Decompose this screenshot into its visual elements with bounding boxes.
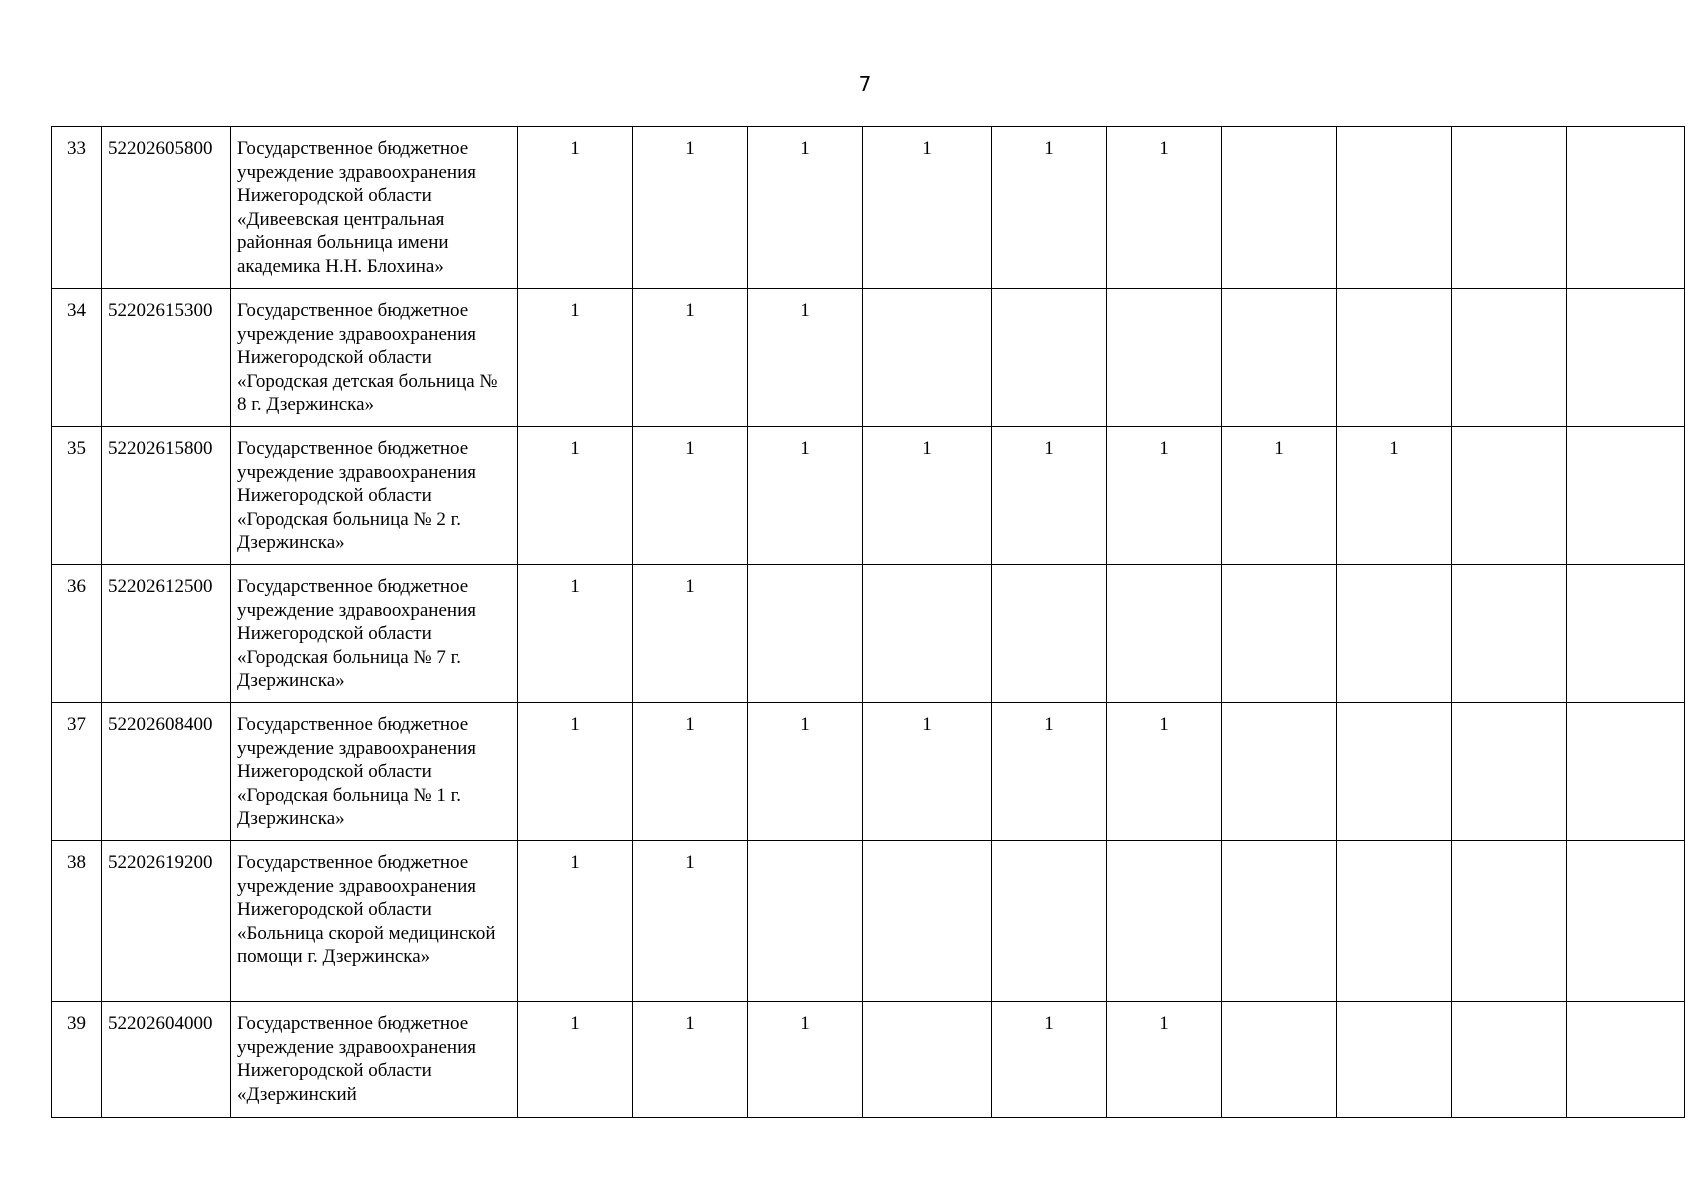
table-row <box>52 289 1685 427</box>
value-cell <box>1107 565 1222 703</box>
value-cell <box>863 1002 992 1118</box>
value-cell: 1 <box>863 703 992 841</box>
table-row <box>52 703 1685 841</box>
value-cell: 1 <box>633 127 748 289</box>
value-cell: 1 <box>1107 427 1222 565</box>
value-cell <box>1222 1002 1337 1118</box>
institution-name-cell: Государственное бюджетное учреждение здравоохранения Нижегородской области «Больница скорой медицинской помощи г. Дзержинска» <box>231 841 518 1002</box>
value-cell: 1 <box>1222 427 1337 565</box>
value-cell <box>863 289 992 427</box>
row-number-cell: 37 <box>52 703 102 841</box>
value-cell <box>1222 289 1337 427</box>
value-cell <box>1452 841 1567 1002</box>
institution-name-cell: Государственное бюджетное учреждение здравоохранения Нижегородской области «Городская больница № 2 г. Дзержинска» <box>231 427 518 565</box>
value-cell <box>1452 1002 1567 1118</box>
value-cell: 1 <box>518 127 633 289</box>
value-cell: 1 <box>518 703 633 841</box>
value-cell <box>1567 127 1685 289</box>
value-cell: 1 <box>518 289 633 427</box>
table-body <box>52 127 1685 1118</box>
value-cell <box>1222 703 1337 841</box>
value-cell <box>992 565 1107 703</box>
value-cell <box>863 565 992 703</box>
value-cell: 1 <box>992 127 1107 289</box>
row-number-cell: 34 <box>52 289 102 427</box>
page-number: 7 <box>858 72 872 96</box>
facility-table <box>51 126 1685 1118</box>
value-cell: 1 <box>748 289 863 427</box>
value-cell <box>1107 841 1222 1002</box>
institution-name-cell: Государственное бюджетное учреждение здравоохранения Нижегородской области «Городская больница № 7 г. Дзержинска» <box>231 565 518 703</box>
value-cell: 1 <box>518 565 633 703</box>
institution-code-cell: 52202615300 <box>102 289 231 427</box>
value-cell <box>1452 565 1567 703</box>
value-cell <box>1452 427 1567 565</box>
value-cell <box>748 565 863 703</box>
value-cell <box>1452 289 1567 427</box>
value-cell <box>1222 565 1337 703</box>
value-cell: 1 <box>633 841 748 1002</box>
value-cell <box>1337 703 1452 841</box>
institution-name-cell: Государственное бюджетное учреждение здравоохранения Нижегородской области «Городская детская больница № 8 г. Дзержинска» <box>231 289 518 427</box>
institution-name-cell: Государственное бюджетное учреждение здравоохранения Нижегородской области «Дивеевская центральная районная больница имени академика Н.Н. Блохина» <box>231 127 518 289</box>
value-cell: 1 <box>748 1002 863 1118</box>
value-cell <box>748 841 863 1002</box>
value-cell <box>1567 565 1685 703</box>
row-number-cell: 35 <box>52 427 102 565</box>
value-cell <box>1567 841 1685 1002</box>
value-cell <box>992 289 1107 427</box>
value-cell: 1 <box>863 127 992 289</box>
value-cell: 1 <box>518 841 633 1002</box>
institution-name-cell: Государственное бюджетное учреждение здравоохранения Нижегородской области «Дзержинский <box>231 1002 518 1118</box>
institution-name-cell: Государственное бюджетное учреждение здравоохранения Нижегородской области «Городская больница № 1 г. Дзержинска» <box>231 703 518 841</box>
value-cell <box>1567 1002 1685 1118</box>
value-cell: 1 <box>863 427 992 565</box>
table-row <box>52 841 1685 1002</box>
table-row <box>52 127 1685 289</box>
value-cell: 1 <box>633 565 748 703</box>
value-cell: 1 <box>1107 127 1222 289</box>
table-row <box>52 427 1685 565</box>
table-row <box>52 565 1685 703</box>
row-number-cell: 38 <box>52 841 102 1002</box>
value-cell <box>1337 565 1452 703</box>
value-cell: 1 <box>1107 1002 1222 1118</box>
value-cell <box>1337 841 1452 1002</box>
institution-code-cell: 52202619200 <box>102 841 231 1002</box>
value-cell <box>1222 841 1337 1002</box>
value-cell: 1 <box>1337 427 1452 565</box>
row-number-cell: 36 <box>52 565 102 703</box>
value-cell: 1 <box>1107 703 1222 841</box>
table-row <box>52 1002 1685 1118</box>
value-cell <box>1107 289 1222 427</box>
value-cell: 1 <box>633 289 748 427</box>
value-cell: 1 <box>633 1002 748 1118</box>
value-cell <box>1337 1002 1452 1118</box>
value-cell <box>1222 127 1337 289</box>
value-cell <box>1452 703 1567 841</box>
value-cell: 1 <box>748 427 863 565</box>
value-cell: 1 <box>992 703 1107 841</box>
institution-code-cell: 52202608400 <box>102 703 231 841</box>
value-cell: 1 <box>992 1002 1107 1118</box>
value-cell: 1 <box>748 127 863 289</box>
value-cell <box>1337 127 1452 289</box>
value-cell: 1 <box>633 703 748 841</box>
value-cell <box>1567 427 1685 565</box>
value-cell <box>1337 289 1452 427</box>
value-cell: 1 <box>633 427 748 565</box>
institution-code-cell: 52202604000 <box>102 1002 231 1118</box>
value-cell <box>1567 703 1685 841</box>
row-number-cell: 39 <box>52 1002 102 1118</box>
value-cell <box>1567 289 1685 427</box>
value-cell <box>1452 127 1567 289</box>
value-cell: 1 <box>748 703 863 841</box>
institution-code-cell: 52202605800 <box>102 127 231 289</box>
institution-code-cell: 52202612500 <box>102 565 231 703</box>
institution-code-cell: 52202615800 <box>102 427 231 565</box>
value-cell <box>863 841 992 1002</box>
row-number-cell: 33 <box>52 127 102 289</box>
value-cell: 1 <box>518 427 633 565</box>
value-cell: 1 <box>518 1002 633 1118</box>
value-cell: 1 <box>992 427 1107 565</box>
value-cell <box>992 841 1107 1002</box>
